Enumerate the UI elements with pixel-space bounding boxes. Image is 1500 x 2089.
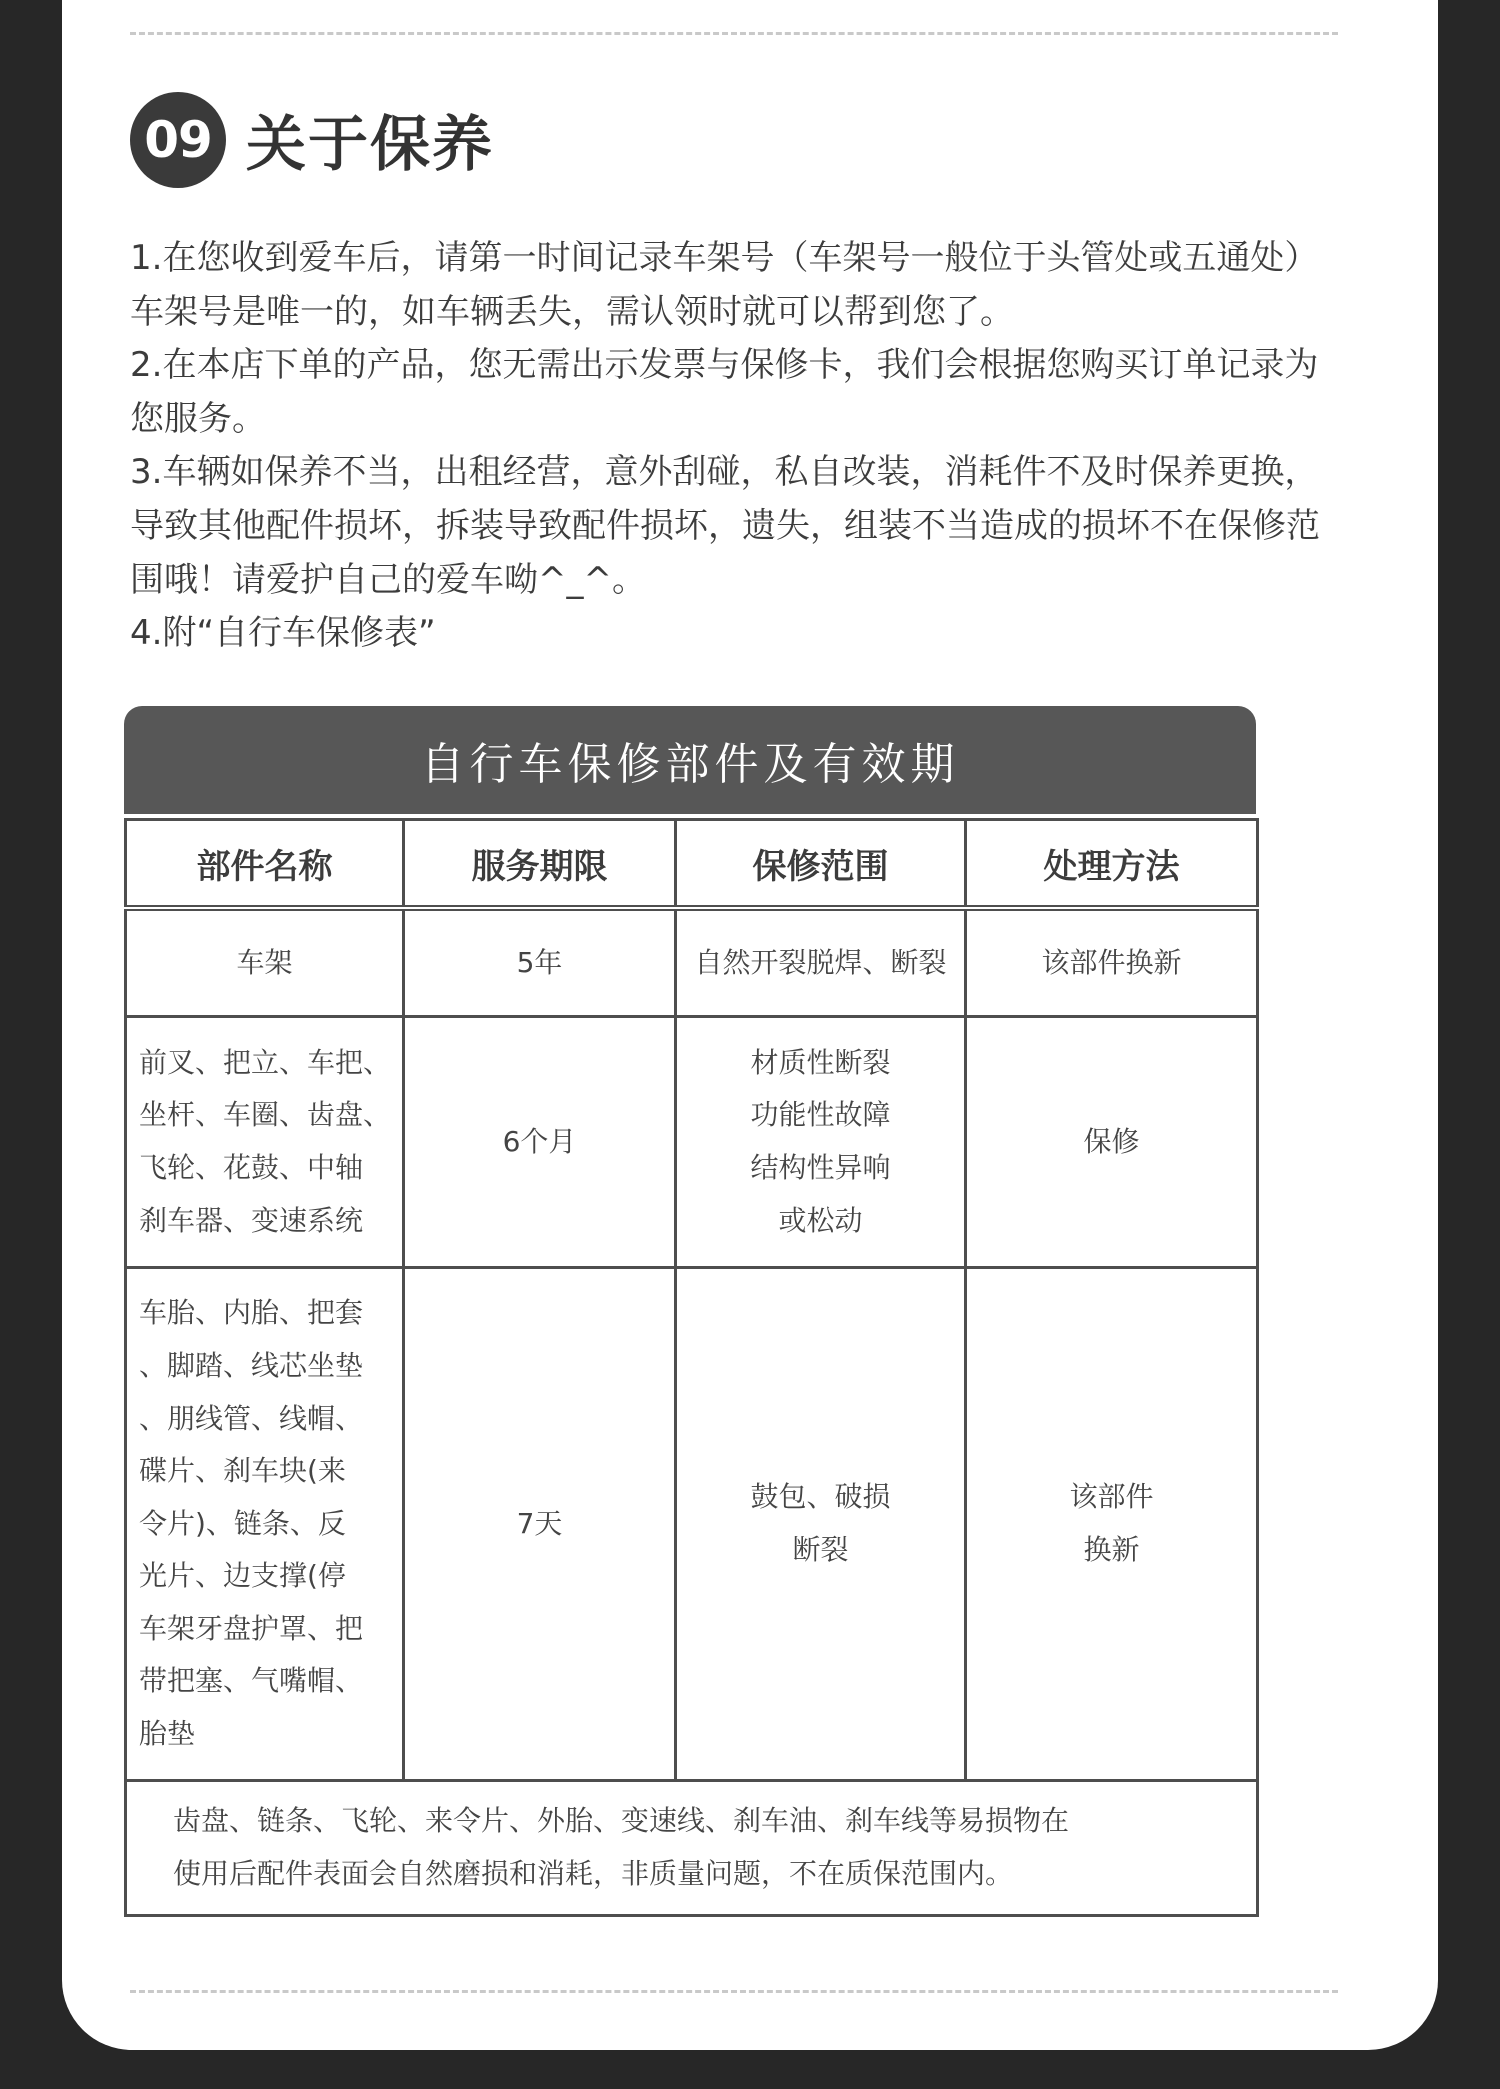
cell-scope: 鼓包、破损 断裂: [676, 1268, 966, 1781]
intro-paragraph-3: 3.车辆如保养不当，出租经营，意外刮碰，私自改装，消耗件不及时保养更换，导致其他配件损坏，拆装导致配件损坏，遗失，组装不当造成的损坏不在保修范围哦！请爱护自己的爱车呦^_^。: [130, 452, 1320, 600]
intro-paragraph-2: 2.在本店下单的产品，您无需出示发票与保修卡，我们会根据您购买订单记录为您服务。: [130, 345, 1319, 439]
table-footnote-row: [126, 1781, 1258, 1916]
table-row: [126, 1017, 1258, 1268]
cell-scope: 材质性断裂 功能性故障 结构性异响 或松动: [676, 1017, 966, 1268]
warranty-table: [124, 706, 1256, 1917]
header-service-period: 服务期限: [404, 820, 676, 909]
section-number-badge: 09: [130, 92, 226, 188]
section-title: 关于保养: [246, 110, 494, 180]
header-warranty-scope: 保修范围: [676, 820, 966, 909]
top-divider: [130, 32, 1338, 35]
cell-scope: 自然开裂脱焊、断裂: [676, 908, 966, 1017]
cell-parts: 前叉、把立、车把、 坐杆、车圈、齿盘、 飞轮、花鼓、中轴 刹车器、变速系统: [126, 1017, 404, 1268]
cell-period: 6个月: [404, 1017, 676, 1268]
intro-paragraph-1: 1.在您收到爱车后，请第一时间记录车架号（车架号一般位于头管处或五通处）车架号是唯一的，如车辆丢失，需认领时就可以帮到您了。: [130, 238, 1319, 332]
header-part-name: 部件名称: [126, 820, 404, 909]
cell-parts: 车胎、内胎、把套 、脚踏、线芯坐垫 、朋线管、线帽、 碟片、刹车块(来 令片)、链条、反 光片、边支撑(停 车架牙盘护罩、把 带把塞、气嘴帽、 胎垫: [126, 1268, 404, 1781]
table-title: 自行车保修部件及有效期: [124, 706, 1256, 814]
cell-period: 7天: [404, 1268, 676, 1781]
header-handling-method: 处理方法: [966, 820, 1258, 909]
table-row: [126, 1268, 1258, 1781]
table-row: [126, 908, 1258, 1017]
table-footnote: 齿盘、链条、飞轮、来令片、外胎、变速线、刹车油、刹车线等易损物在 使用后配件表面会自然磨损和消耗，非质量问题，不在质保范围内。: [126, 1781, 1258, 1916]
intro-text: [130, 232, 1350, 661]
bottom-divider: [130, 1990, 1338, 1993]
table-header-row: [126, 820, 1258, 909]
intro-paragraph-4: 4.附“自行车保修表”: [130, 613, 436, 654]
cell-period: 5年: [404, 908, 676, 1017]
cell-parts: 车架: [126, 908, 404, 1017]
cell-method: 保修: [966, 1017, 1258, 1268]
cell-method: 该部件换新: [966, 908, 1258, 1017]
cell-method: 该部件 换新: [966, 1268, 1258, 1781]
section-heading: [130, 92, 494, 188]
